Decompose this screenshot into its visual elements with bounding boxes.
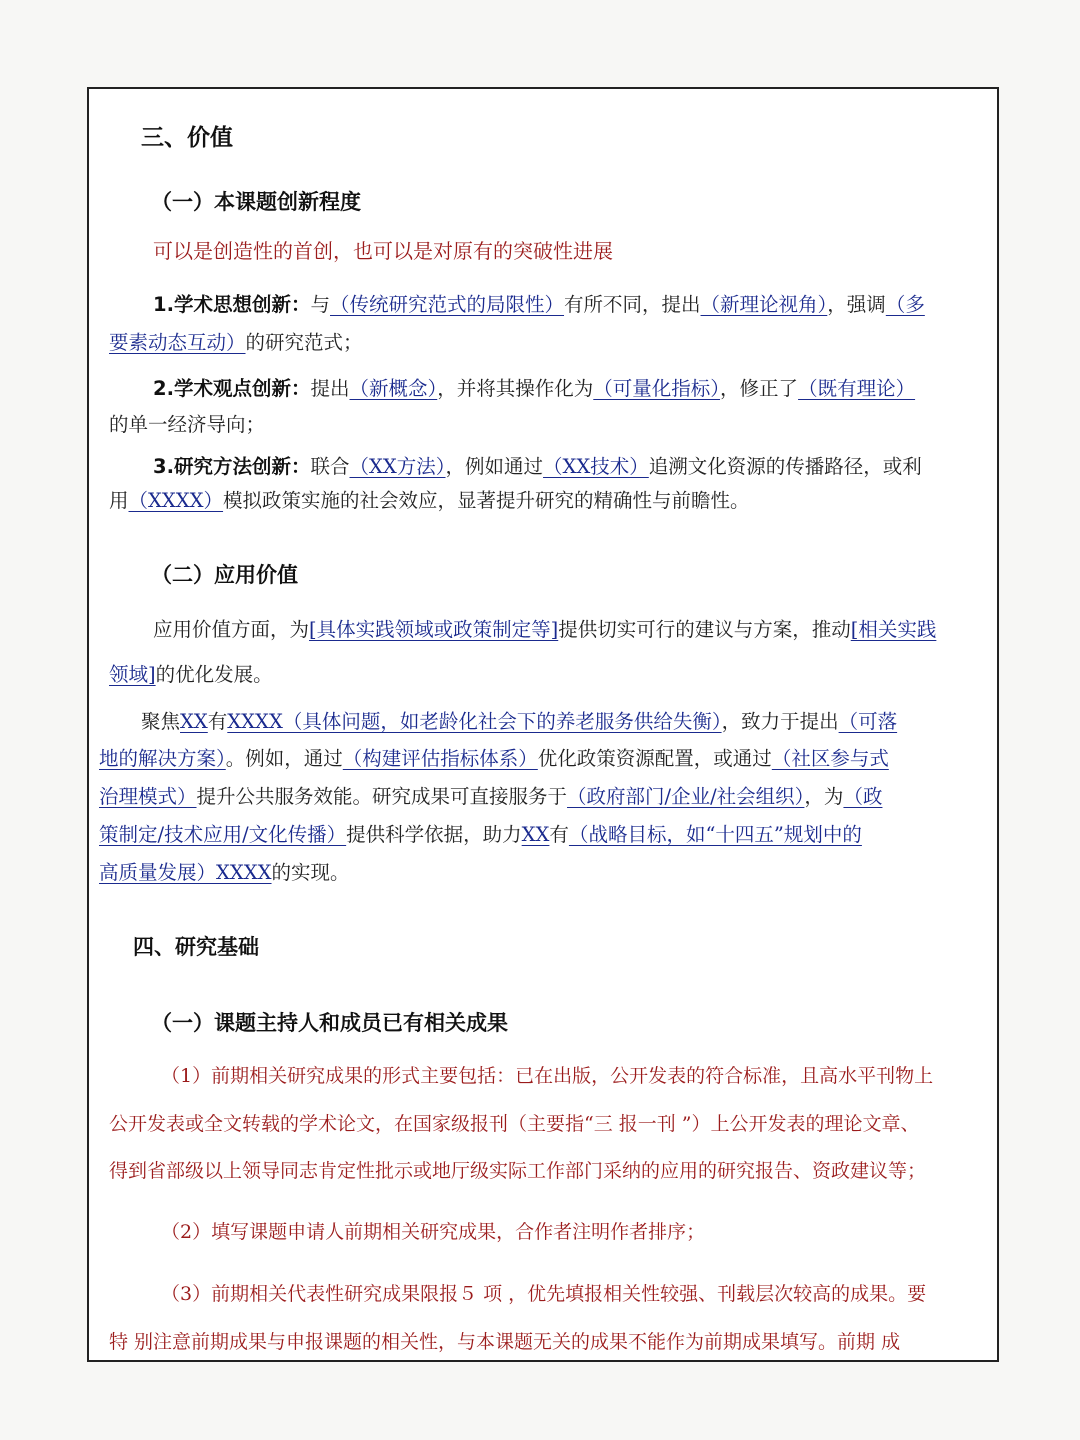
- academic-view-line-1: [153, 373, 915, 401]
- fill-blank: （政府部门/企业/社会组织）: [567, 785, 805, 808]
- text: 联合: [310, 455, 350, 478]
- fill-blank: 地的解决方案）: [99, 747, 226, 770]
- text: 用: [109, 489, 129, 512]
- text: ，例如通过: [445, 455, 544, 478]
- text: 追溯文化资源的传播路径，或利: [648, 455, 922, 478]
- text: 有: [549, 823, 569, 846]
- academic-view-line-2: 的单一经济导向；: [109, 413, 266, 436]
- text: ，强调: [827, 293, 886, 316]
- text: ，修正了: [720, 377, 799, 400]
- application-p2-line-1: [141, 706, 897, 734]
- text: 的研究范式；: [245, 331, 363, 354]
- text: 应用价值方面，为: [153, 618, 310, 641]
- fill-blank: （XXXX）: [128, 489, 224, 512]
- note-1-line-2: 公开发表或全文转载的学术论文，在国家级报刊（主要指“三 报一刊 ”）上公开发表的理论文章、: [109, 1113, 920, 1135]
- fill-blank: （传统研究范式的局限性）: [330, 293, 565, 316]
- academic-thought-line-1: [153, 289, 925, 317]
- text: 与: [310, 293, 330, 316]
- academic-view-label: 2.学术观点创新：: [153, 377, 311, 400]
- fill-blank: [具体实践领域或政策制定等]: [309, 618, 559, 641]
- subsection-achievements-title: （一）课题主持人和成员已有相关成果: [151, 1011, 508, 1035]
- section-3-title: 三、价值: [141, 125, 233, 151]
- note-1-line-3: 得到省部级以上领导同志肯定性批示或地厅级实际工作部门采纳的应用的研究报告、资政建议等；: [109, 1160, 927, 1182]
- fill-blank: XX: [521, 823, 550, 846]
- fill-blank: （多: [885, 293, 925, 316]
- text: 提供科学依据，助力: [346, 823, 522, 846]
- text: 的优化发展。: [155, 663, 273, 686]
- text: 的实现。: [271, 861, 350, 884]
- fill-blank: 策制定/技术应用/文化传播）: [99, 823, 347, 846]
- application-p2-line-3: [99, 781, 882, 809]
- text: 聚焦: [141, 710, 181, 733]
- application-p2-line-2: [99, 743, 889, 771]
- academic-thought-label: 1.学术思想创新：: [153, 293, 311, 316]
- application-p1-line-1: [153, 614, 936, 642]
- note-1-line-1: （1）前期相关研究成果的形式主要包括：已在出版，公开发表的符合标准，且高水平刊物上: [161, 1065, 934, 1087]
- fill-blank: （新概念）: [349, 377, 438, 400]
- note-2-line-1: （2）填写课题申请人前期相关研究成果，合作者注明作者排序；: [161, 1221, 706, 1243]
- fill-blank: 高质量发展）XXXX: [99, 861, 272, 884]
- subsection-application-title: （二）应用价值: [151, 563, 298, 587]
- fill-blank: XXXX（具体问题，如老龄化社会下的养老服务供给失衡）: [227, 710, 722, 733]
- application-p2-line-5: [99, 857, 350, 885]
- fill-blank: （社区参与式: [771, 747, 889, 770]
- fill-blank: （构建评估指标体系）: [342, 747, 538, 770]
- note-3-line-2: 特 别注意前期成果与申报课题的相关性，与本课题无关的成果不能作为前期成果填写。前期 成: [109, 1331, 901, 1353]
- fill-blank: 要素动态互动）: [109, 331, 246, 354]
- fill-blank: 领域]: [109, 663, 156, 686]
- text: 提出: [310, 377, 350, 400]
- fill-blank: [相关实践: [850, 618, 937, 641]
- text: 优化政策资源配置，或通过: [537, 747, 772, 770]
- application-p2-line-4: [99, 819, 862, 847]
- subsection-innovation-title: （一）本课题创新程度: [151, 190, 361, 214]
- text: ，为: [804, 785, 844, 808]
- fill-blank: （既有理论）: [798, 377, 916, 400]
- innovation-note: 可以是创造性的首创，也可以是对原有的突破性进展: [153, 239, 613, 263]
- text: 模拟政策实施的社会效应，显著提升研究的精确性与前瞻性。: [223, 489, 750, 512]
- document-frame: [87, 87, 999, 1362]
- academic-thought-line-2: [109, 327, 363, 355]
- fill-blank: （可落: [838, 710, 898, 733]
- method-line-2: [109, 485, 750, 513]
- text: ，并将其操作化为: [437, 377, 594, 400]
- text: 提升公共服务效能。研究成果可直接服务于: [196, 785, 568, 808]
- text: ，致力于提出: [721, 710, 839, 733]
- method-label: 3.研究方法创新：: [153, 455, 311, 478]
- fill-blank: （新理论视角）: [700, 293, 828, 316]
- section-4-title: 四、研究基础: [133, 935, 259, 959]
- fill-blank: （可量化指标）: [593, 377, 721, 400]
- text: 。例如，通过: [225, 747, 343, 770]
- fill-blank: （XX技术）: [543, 455, 649, 478]
- fill-blank: （战略目标，如“十四五”规划中的: [568, 823, 862, 846]
- text: 有所不同，提出: [564, 293, 701, 316]
- text: 提供切实可行的建议与方案，推动: [558, 618, 851, 641]
- fill-blank: XX: [180, 710, 208, 733]
- application-p1-line-2: [109, 659, 273, 687]
- fill-blank: （XX方法）: [349, 455, 446, 478]
- note-3-line-1: （3）前期相关代表性研究成果限报５ 项 ，优先填报相关性较强、刊载层次较高的成果。要: [161, 1283, 927, 1305]
- text: 有: [207, 710, 228, 733]
- method-line-1: [153, 451, 922, 479]
- fill-blank: 治理模式）: [99, 785, 197, 808]
- fill-blank: （政: [843, 785, 883, 808]
